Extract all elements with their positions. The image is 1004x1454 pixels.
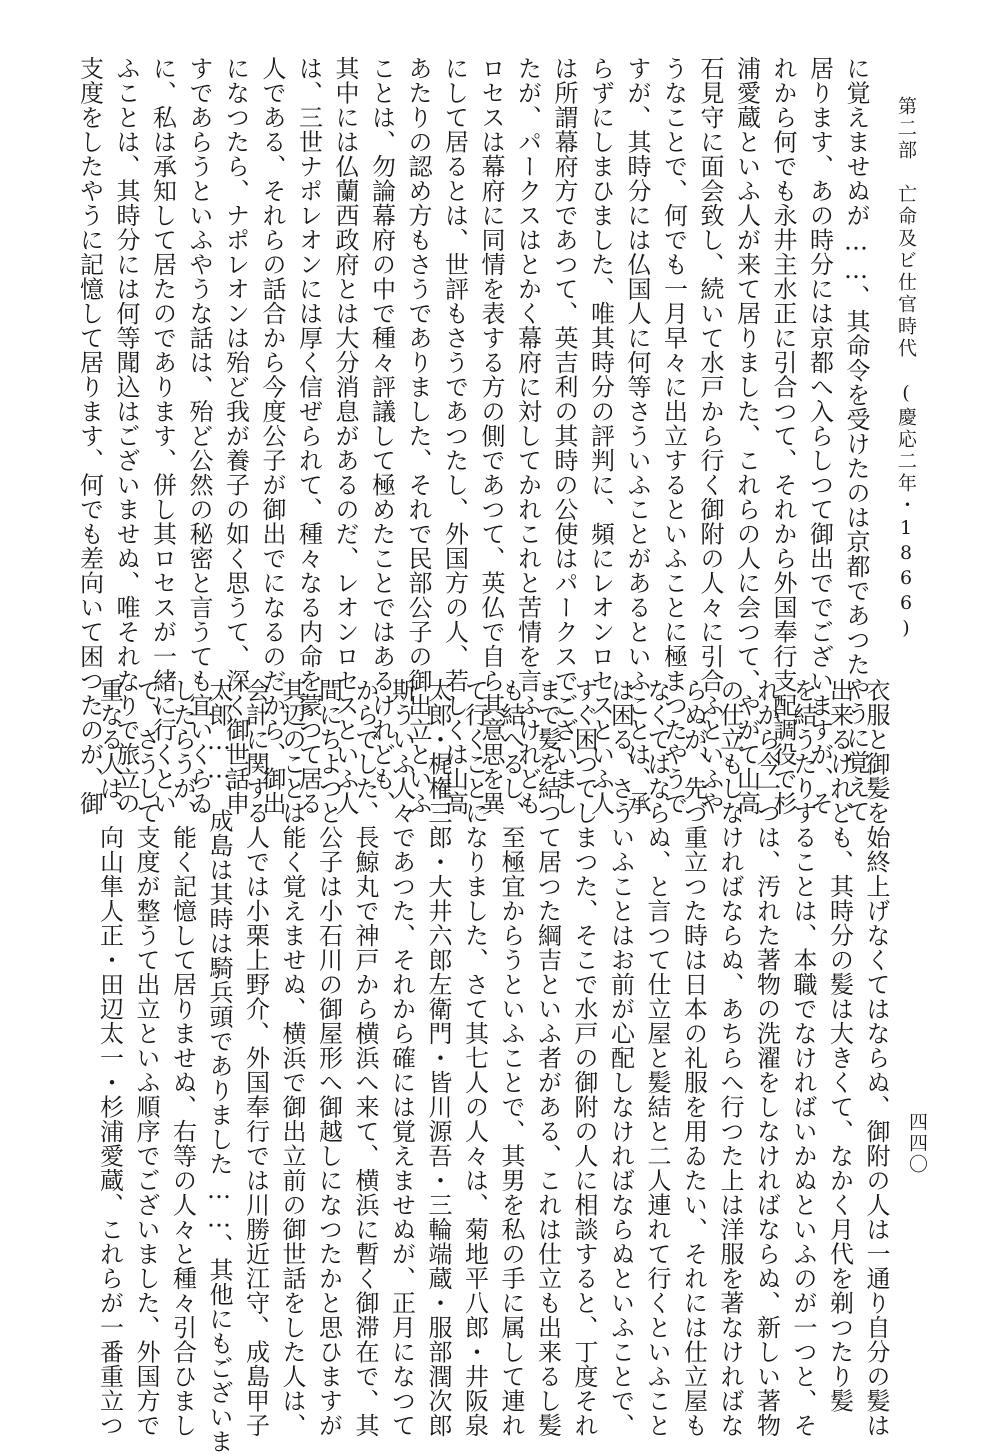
text-column: 斯ういふ人々であつた、それから確には覚えませぬが、正月になつて <box>387 678 416 1438</box>
text-column: になつたら、ナポレオンは殆ど我が養子の如く思うて、深く御世話申 <box>221 56 250 816</box>
text-column: すであらうといふやうな話は、殆ど公然の秘密と言うても宜いくらゐ <box>185 56 213 816</box>
text-column: たが、パークスはとかく幕府に対してかれこれと苦情を言ふけれども <box>513 56 542 816</box>
text-column: らずにしまひました、唯其時分の評判に、頻にレオンロセスといふ人 <box>586 56 615 816</box>
text-column: なくてはならぬ、と言つて仕立屋と髪結と二人連れて行くといふこと <box>643 678 671 1438</box>
text-column: すぐ困つてしまつた、そこで水戸の御附の人に相談すると、丁度それ <box>570 678 598 1438</box>
text-column: 其辺のことは能く覚えませぬ、横浜で御出立前の御世話をした人は、 <box>278 678 306 1438</box>
text-column: に覚えませぬが……、其命令を受けたのは京都であつたやうに覚えて <box>842 56 870 824</box>
text-column: は、三世ナポレオンには厚く信ぜられて、種々なる内命を蒙つて居る <box>294 56 323 816</box>
text-column: て行くことになりました、さて其七人の人々は、菊地平八郎・井阪泉 <box>460 678 489 1438</box>
text-column: あたりの認め方もさうでありました、それで民部公子の御出立といふ <box>404 56 432 816</box>
text-column: 出来るけれども、其時分の髪は大きくて、なかく月代を剃つたり髪 <box>825 678 854 1413</box>
upper-text-block <box>75 56 874 824</box>
text-column: 人である、それらの話合から今度公子が御出でになるのだから、御出 <box>258 56 286 816</box>
text-column: 太郎・梶権三郎・大井六郎左衛門・皆川源吾・三輪端蔵・服部潤次郎 <box>424 678 452 1438</box>
text-column: れから何でも永井主水正に引合つて、それから外国奉行支配調役で杉 <box>769 56 797 816</box>
text-column: は困る、さういふことはお前が心配しなければならぬといふことで、 <box>606 678 635 1438</box>
text-column: すが、其時分には仏国人に何等さういふことがあるといふことは、承 <box>623 56 651 816</box>
page-number: 四四〇 <box>906 1112 928 1175</box>
text-column: 石見守に面会致し、続いて水戸から行く御附の人々に引合ふといふや <box>696 56 724 816</box>
text-column: 支度をしたやうに記憶して居ります、何でも差向いて困つたのが、御 <box>75 56 104 816</box>
text-column: ふことは、其時分には何等聞込はございませぬ、唯それなりで旅立の <box>112 56 140 816</box>
text-column: にして居るとは、世評もさうであつたし、外国方の人、若しくは山高 <box>440 56 469 816</box>
text-column: 間にちよつと公子は小石川の御屋形へ御越しになつたかと思ひますが <box>314 678 343 1438</box>
text-column: うなことで、何でも一月早々に出立するといふことに極まつたやうで <box>659 56 688 816</box>
text-column: 浦愛蔵といふ人が来て居りました、これらの人に会つて、やがて山高 <box>732 56 761 816</box>
text-column: したらうが、能く記憶して居りませぬ、右等の人々と種々引合ひまし <box>168 678 197 1438</box>
text-column: の仕立もしなければならぬ、あちらへ行つた上は洋服を著なければな <box>716 678 744 1438</box>
text-column: ロセスは幕府に同情を表する方の側であつて、英仏で自ら其意思を異 <box>477 56 505 816</box>
text-column: 重なる人は、向山隼人正・田辺太一・杉浦愛蔵、これらが一番重立つ <box>95 678 124 1438</box>
text-column: も結へるし、至極宜からうといふことで、其男を私の手に属して連れ <box>497 678 525 1438</box>
text-column: らぬが、先づ重立つた時は日本の礼服を用ゐたい、それには仕立屋も <box>679 678 708 1438</box>
text-column: からでした、長鯨丸で神戸から横浜へ来て、横浜に暫く御滞在で、其 <box>351 678 379 1438</box>
text-column: は所謂幕府方であつて、英吉利の其時の公使はパークスでございまし <box>550 56 578 816</box>
running-header-title: 第二部 亡命及ビ仕官時代 (慶応二年・1866) <box>895 96 917 642</box>
text-column: を結うたりすることは、本職でなければいかぬといふのが一つと、そ <box>789 678 817 1438</box>
text-column: 衣服と御髪を始終上げなくてはならぬ、御附の人は一通り自分の髪は <box>862 678 890 1438</box>
lower-text-block <box>84 678 894 1454</box>
text-column: て、さうして支度が整うて出立といふ順序でございました、外国方で <box>132 678 160 1438</box>
text-column: 居ります、あの時分には京都へ入らしつて御出ででございますが、そ <box>805 56 834 816</box>
text-column: ことは、勿論幕府の中で種々評議して極めたことではあるけれども、 <box>367 56 396 816</box>
text-column: 太郎……、成島は其時は騎兵頭でありました……、其他にもございま <box>205 678 233 1454</box>
text-column: 其中には仏蘭西政府とは大分消息があるのだ、レオンロセスといふ人 <box>331 56 359 816</box>
text-column: に、私は承知して居たのであります、併し其ロセスが一緒に行くとい <box>148 56 177 816</box>
text-column: まで髪を結つて居つた綱吉といふ者がある、これは仕立も出来るし髪 <box>533 678 562 1438</box>
text-column: れから今一つは、汚れた著物の洗濯をしなければならぬ、新しい著物 <box>752 678 781 1438</box>
text-column: 会計に関する人では小栗上野介、外国奉行では川勝近江守、成島甲子 <box>241 678 270 1438</box>
